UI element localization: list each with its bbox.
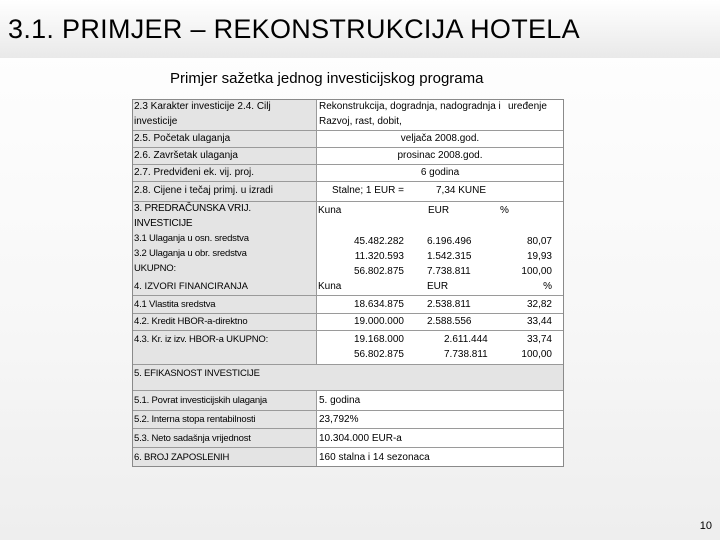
fixed-assets-kuna: 45.482.282 (353, 236, 404, 247)
hbor-source-pct: 33,74 (526, 334, 552, 345)
row-divider (132, 181, 564, 182)
working-capital-eur: 1.542.315 (427, 251, 472, 262)
label-own-funds: 4.1 Vlastita sredstva (132, 295, 316, 313)
slide-subtitle: Primjer sažetka jednog investicijskog programa (170, 70, 484, 87)
hbor-direct-kuna: 19.000.000 (353, 316, 404, 327)
label-hbor-direct-loan: 4.2. Kredit HBOR-a-direktno (132, 313, 316, 330)
own-funds-eur: 2.538.811 (427, 299, 471, 310)
hbor-direct-pct: 33,44 (526, 316, 552, 327)
label-investment-efficiency: 5. EFIKASNOST INVESTICIJE (132, 364, 564, 390)
label-internal-rate-of-return: 5.2. Interna stopa rentabilnosti (132, 410, 316, 428)
row-divider (132, 313, 564, 314)
label-payback-period: 5.1. Povrat investicijskih ulaganja (132, 390, 316, 410)
label-prices-rate: 2.8. Cijene i tečaj primj. u izradi (132, 181, 316, 201)
value-employees: 160 stalna i 14 sezonaca (319, 452, 430, 463)
value-start-date: veljača 2008.god. (400, 133, 480, 144)
row-divider (132, 428, 564, 429)
label-investment-character: 2.3 Karakter investicije 2.4. Cilj investicije (132, 99, 316, 130)
financing-header-eur: EUR (427, 281, 449, 292)
hbor-direct-eur: 2.588.556 (427, 316, 472, 327)
row-divider (132, 447, 564, 448)
row-divider (132, 295, 564, 296)
value-prices-type: Stalne; 1 EUR = (332, 185, 404, 196)
label-working-capital: 3.2 Ulaganja u obr. sredstva (134, 248, 247, 259)
row-divider (132, 130, 564, 131)
financing-header-pct: % (543, 281, 552, 292)
value-investment-character-extra: uređenje (508, 101, 547, 112)
value-net-present-value: 10.304.000 EUR-a (319, 433, 402, 444)
own-funds-pct: 32,82 (526, 299, 552, 310)
working-capital-pct: 19,93 (526, 251, 552, 262)
fixed-assets-eur: 6.196.496 (427, 236, 472, 247)
value-economic-life: 6 godina (420, 167, 460, 178)
row-divider (132, 390, 564, 391)
financing-total-eur: 7.738.811 (444, 349, 488, 360)
total-kuna: 56.802.875 (353, 266, 404, 277)
row-divider (132, 364, 564, 365)
own-funds-kuna: 18.634.875 (353, 299, 404, 310)
label-financing-sources: 4. IZVORI FINANCIRANJA (134, 281, 249, 292)
row-divider (132, 410, 564, 411)
label-employees: 6. BROJ ZAPOSLENIH (132, 447, 316, 467)
header-kuna: Kuna (318, 205, 342, 216)
value-end-date: prosinac 2008.god. (397, 150, 483, 161)
hbor-source-kuna: 19.168.000 (353, 334, 404, 345)
row-divider (132, 201, 564, 202)
column-divider (316, 390, 317, 467)
label-total-investment: UKUPNO: (134, 263, 176, 274)
hbor-source-eur: 2.611.444 (444, 334, 488, 345)
value-investment-character: Rekonstrukcija, dogradnja, nadogradnja i Razvoj, rast, dobit, (319, 101, 501, 127)
financing-total-pct: 100,00 (521, 349, 552, 360)
label-fixed-assets: 3.1 Ulaganja u osn. sredstva (134, 233, 249, 244)
row-divider (132, 147, 564, 148)
label-hbor-source-loan: 4.3. Kr. iz izv. HBOR-a UKUPNO: (132, 330, 316, 364)
label-end-date: 2.6. Završetak ulaganja (132, 147, 316, 164)
label-start-date: 2.5. Početak ulaganja (132, 130, 316, 147)
working-capital-kuna: 11.320.593 (354, 251, 404, 262)
header-pct: % (500, 205, 509, 216)
investment-summary-table (132, 99, 564, 467)
slide-title: 3.1. PRIMJER – REKONSTRUKCIJA HOTELA (8, 14, 580, 44)
value-exchange-rate: 7,34 KUNE (436, 185, 487, 196)
fixed-assets-pct: 80,07 (526, 236, 552, 247)
label-estimated-value: 3. PREDRAČUNSKA VRIJ. INVESTICIJE (134, 203, 251, 229)
column-divider (316, 99, 317, 364)
total-pct: 100,00 (521, 266, 552, 277)
slide-number: 10 (699, 520, 712, 532)
header-eur: EUR (428, 205, 450, 216)
value-internal-rate-of-return: 23,792% (319, 414, 359, 425)
row-divider (132, 330, 564, 331)
financing-total-kuna: 56.802.875 (353, 349, 404, 360)
total-eur: 7.738.811 (427, 266, 471, 277)
label-net-present-value: 5.3. Neto sadašnja vrijednost (132, 428, 316, 447)
row-divider (132, 164, 564, 165)
value-payback-period: 5. godina (319, 395, 361, 406)
financing-header-kuna: Kuna (318, 281, 342, 292)
label-economic-life: 2.7. Predviđeni ek. vij. proj. (132, 164, 316, 181)
